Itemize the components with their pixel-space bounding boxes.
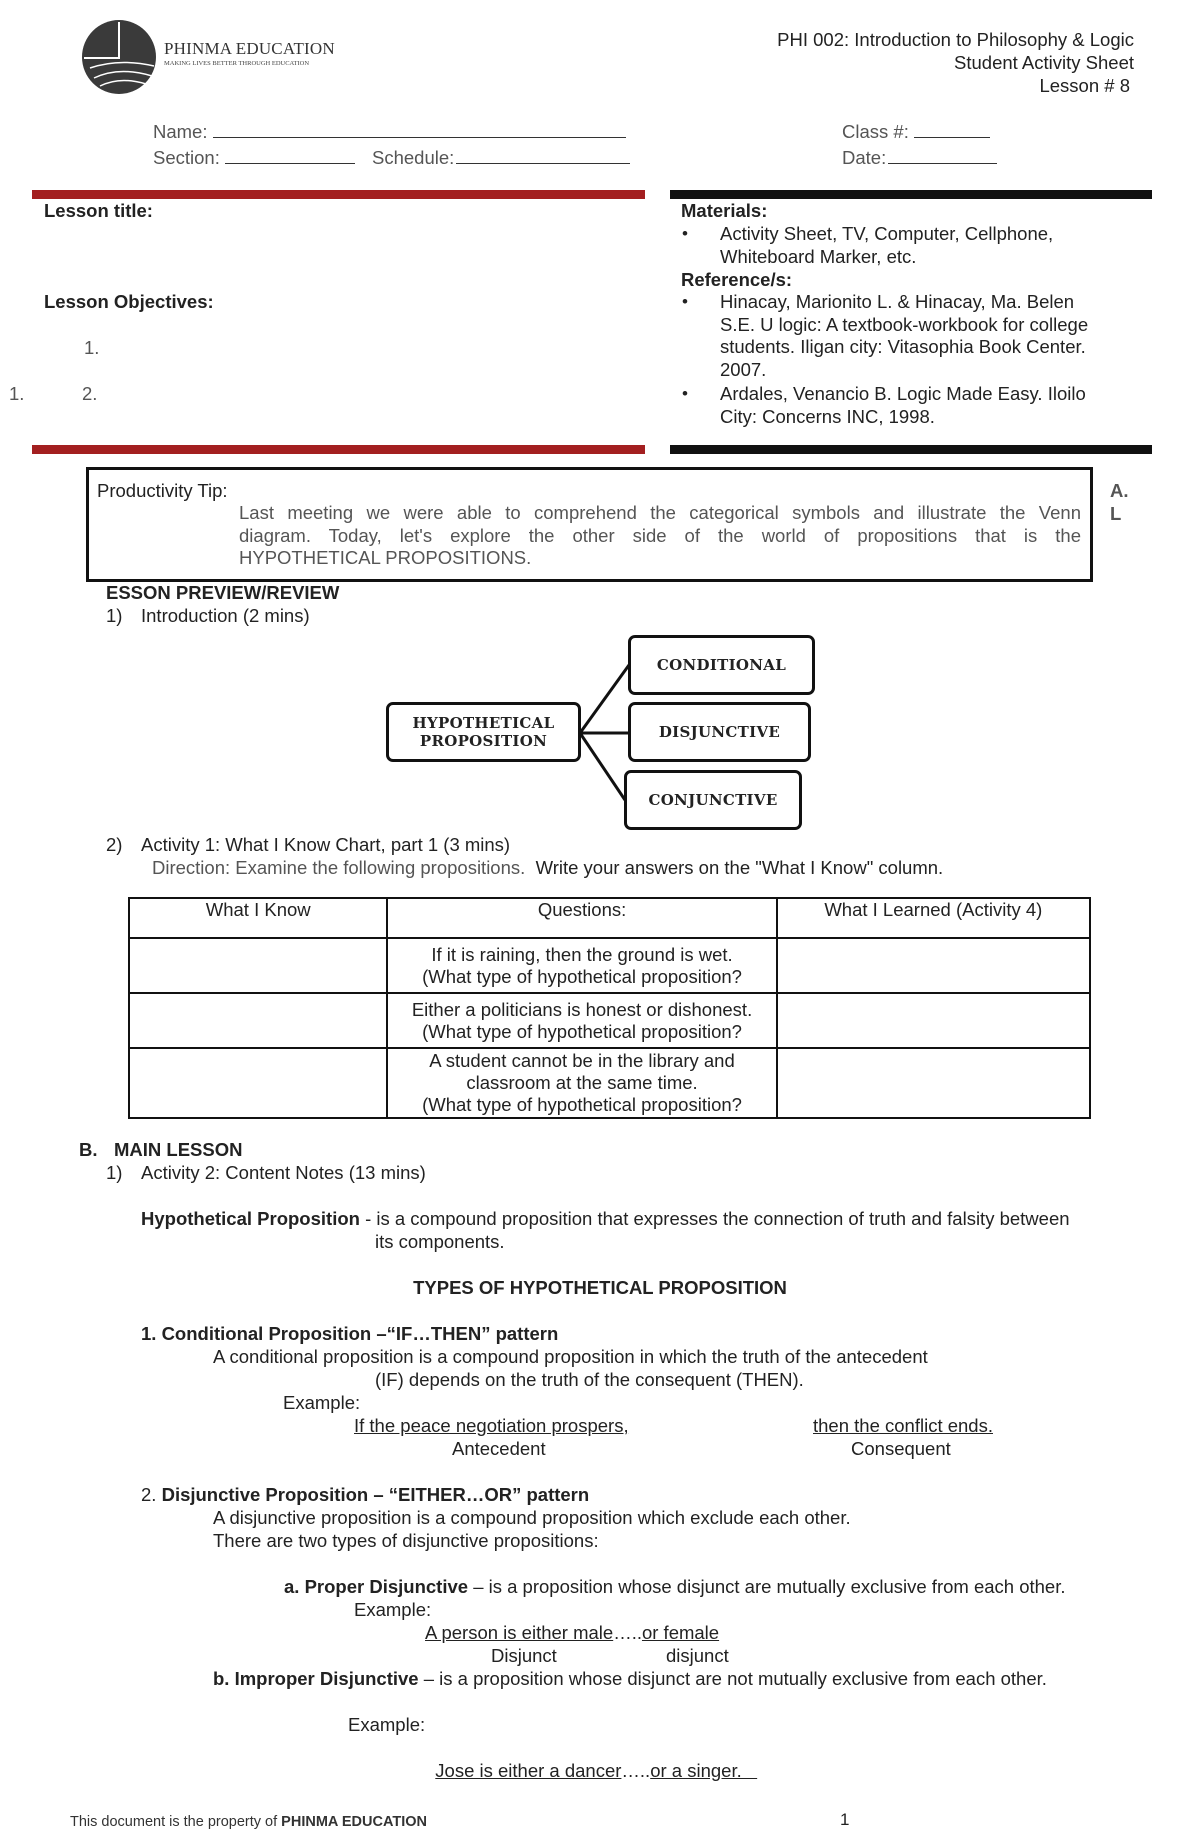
disjunctive-text-1: A disjunctive proposition is a compound proposition which exclude each other.: [213, 1507, 851, 1528]
conditional-example-label: Example:: [283, 1392, 361, 1413]
side-letter-a: A.: [1110, 480, 1129, 501]
diagram-root-node: [386, 702, 581, 762]
page-number: 1: [840, 1810, 850, 1829]
improper-example-part-1: Jose is either a dancer: [435, 1759, 622, 1781]
chart-header-what-i-learned: What I Learned (Activity 4): [777, 898, 1090, 938]
proper-disjunctive-label: a. Proper Disjunctive: [284, 1576, 469, 1597]
section-a-item1-num: 1): [106, 605, 123, 626]
improper-disjunctive-text: – is a proposition whose disjunct are not mutually exclusive from each other.: [423, 1668, 1047, 1689]
logo-text: PHINMA EDUCATION: [164, 39, 335, 58]
section-a-item2-num: 2): [106, 834, 123, 855]
stray-number: 1.: [9, 383, 25, 404]
lesson-title-label: Lesson title:: [44, 200, 153, 221]
divider-black-bottom: [670, 445, 1152, 454]
improper-example-dots: …..: [621, 1759, 651, 1781]
materials-line: • Activity Sheet, TV, Computer, Cellphone,: [720, 223, 1054, 244]
reference-line: students. Iligan city: Vitasophia Book Center.: [720, 336, 1086, 357]
section-label: Section:: [153, 147, 220, 168]
section-field[interactable]: [153, 146, 355, 170]
direction-part-2: Write your answers on the "What I Know" column.: [535, 857, 944, 878]
connector-conjunctive: [580, 733, 625, 800]
proper-disjunctive: [284, 1576, 1066, 1599]
proper-disjunctive-text: – is a proposition whose disjunct are mutually exclusive from each other.: [473, 1576, 1066, 1597]
question-line: If it is raining, then the ground is wet.: [431, 943, 733, 965]
divider-red-top: [32, 190, 645, 199]
section-blank[interactable]: [225, 146, 355, 164]
learned-cell[interactable]: [777, 1048, 1090, 1118]
section-b-item1-num: 1): [106, 1162, 123, 1183]
proper-example-part-1: A person is either male: [425, 1622, 614, 1643]
disjunctive-title: Disjunctive Proposition – “EITHER…OR” pattern: [161, 1484, 590, 1505]
root-line: PROPOSITION: [419, 732, 548, 750]
disjunctive-heading: [141, 1484, 589, 1507]
disjunct-label-2: disjunct: [666, 1645, 729, 1666]
tip-line: Last meeting we were able to comprehend the categorical symbols and illustrate the Venn: [239, 502, 1081, 523]
proper-example-label: Example:: [354, 1599, 432, 1620]
diagram-node-disjunctive: DISJUNCTIVE: [628, 702, 811, 762]
chart-header-what-i-know: What I Know: [129, 898, 387, 938]
question-line: (What type of hypothetical proposition?: [422, 965, 742, 987]
reference-line: S.E. U logic: A textbook-workbook for college: [720, 313, 1089, 335]
reference-item: [720, 291, 1088, 381]
date-field[interactable]: [842, 146, 997, 170]
reference-line: • Ardales, Venancio B. Logic Made Easy. Iloilo: [720, 383, 1086, 404]
conditional-heading: 1. Conditional Proposition –“IF…THEN” pattern: [141, 1323, 559, 1344]
class-field[interactable]: [842, 120, 990, 144]
improper-disjunctive-label: b. Improper Disjunctive: [213, 1668, 419, 1689]
phinma-logo-icon: [80, 18, 158, 96]
table-row: [129, 993, 1090, 1048]
section-b-letter: B.: [79, 1139, 98, 1160]
reference-line: 2007.: [720, 358, 767, 380]
definition: [141, 1208, 1070, 1231]
footer-text: [70, 1811, 427, 1834]
course-title: PHI 002: Introduction to Philosophy & Logic: [777, 29, 1134, 50]
direction-part-1: Direction: Examine the following propositions.: [152, 857, 526, 878]
question-line: A student cannot be in the library and: [429, 1050, 735, 1071]
improper-example: [425, 1737, 757, 1782]
question-line: (What type of hypothetical proposition?: [422, 1094, 742, 1115]
answer-cell[interactable]: [129, 938, 387, 993]
logo: [80, 18, 350, 98]
antecedent-label: Antecedent: [452, 1438, 546, 1459]
class-label: Class #:: [842, 121, 909, 142]
references-label: Reference/s:: [681, 269, 793, 290]
lesson-objectives-label: Lesson Objectives:: [44, 291, 214, 312]
conditional-consequent: then the conflict ends.: [813, 1415, 993, 1436]
footer-brand: PHINMA EDUCATION: [281, 1814, 427, 1830]
divider-black-top: [670, 190, 1152, 199]
name-blank[interactable]: [213, 120, 626, 138]
disjunctive-number: 2.: [141, 1484, 157, 1505]
definition-continued: its components.: [375, 1231, 505, 1252]
materials-item: [720, 223, 1053, 268]
disjunctive-text-2: There are two types of disjunctive propositions:: [213, 1530, 599, 1551]
definition-text: - is a compound proposition that expresses the connection of truth and falsity between: [365, 1208, 1070, 1229]
proper-example: [425, 1622, 719, 1645]
answer-cell[interactable]: [129, 1048, 387, 1118]
schedule-label: Schedule:: [372, 147, 455, 168]
proper-example-part-2: or female: [641, 1622, 720, 1643]
reference-line: City: Concerns INC, 1998.: [720, 405, 935, 427]
section-a-item1: Introduction (2 mins): [141, 605, 310, 626]
divider-red-bottom: [32, 445, 645, 454]
diagram-node-conjunctive: CONJUNCTIVE: [624, 770, 802, 830]
types-heading: TYPES OF HYPOTHETICAL PROPOSITION: [413, 1277, 787, 1298]
section-a-item2: Activity 1: What I Know Chart, part 1 (3 mins): [141, 834, 511, 855]
logo-tagline: MAKING LIVES BETTER THROUGH EDUCATION: [164, 60, 310, 67]
improper-example-part-2: or a singer.: [650, 1759, 758, 1781]
proper-example-dots: …..: [613, 1622, 642, 1643]
reference-line: • Hinacay, Marionito L. & Hinacay, Ma. Belen: [720, 291, 1075, 312]
sheet-title: Student Activity Sheet: [954, 52, 1134, 73]
what-i-know-chart: [128, 897, 1091, 1119]
name-field[interactable]: [153, 120, 626, 144]
footer-ownership: This document is the property of: [70, 1814, 278, 1830]
table-row: [129, 1048, 1090, 1118]
materials-line: Whiteboard Marker, etc.: [720, 245, 917, 267]
chart-header-row: [129, 898, 1090, 938]
table-row: [129, 938, 1090, 993]
side-letter-l: L: [1110, 503, 1122, 524]
materials-label: Materials:: [681, 200, 768, 221]
learned-cell[interactable]: [777, 938, 1090, 993]
improper-disjunctive: [213, 1668, 1047, 1691]
conditional-antecedent: If the peace negotiation prospers,: [354, 1415, 629, 1436]
answer-cell[interactable]: [129, 993, 387, 1048]
lesson-number: Lesson # 8: [1039, 75, 1130, 96]
tip-line: HYPOTHETICAL PROPOSITIONS.: [239, 547, 532, 568]
question-cell: [387, 993, 776, 1048]
section-b-title: MAIN LESSON: [114, 1139, 243, 1160]
name-label: Name:: [153, 121, 208, 142]
objective-1: 1.: [84, 337, 100, 358]
conditional-text-1: A conditional proposition is a compound proposition in which the truth of the antecedent: [213, 1346, 928, 1367]
section-a-title: ESSON PREVIEW/REVIEW: [106, 582, 340, 603]
consequent-label: Consequent: [851, 1438, 951, 1459]
question-cell: [387, 1048, 776, 1118]
chart-header-questions: Questions:: [387, 898, 776, 938]
learned-cell[interactable]: [777, 993, 1090, 1048]
productivity-tip-label: Productivity Tip:: [97, 480, 228, 501]
date-label: Date:: [842, 147, 887, 168]
question-line: classroom at the same time.: [466, 1072, 698, 1093]
disjunct-label-1: Disjunct: [491, 1645, 557, 1666]
definition-term: Hypothetical Proposition: [141, 1208, 360, 1229]
diagram-node-conditional: CONDITIONAL: [628, 635, 815, 695]
reference-item: [720, 383, 1086, 428]
root-line: HYPOTHETICAL: [412, 714, 555, 732]
question-cell: [387, 938, 776, 993]
improper-example-label: Example:: [348, 1714, 426, 1735]
date-blank[interactable]: [888, 146, 997, 164]
schedule-field[interactable]: [372, 146, 630, 170]
section-b-item1: Activity 2: Content Notes (13 mins): [141, 1162, 426, 1183]
class-blank[interactable]: [914, 120, 990, 138]
tip-line: diagram. Today, let's explore the other side of the world of propositions that is the: [239, 524, 1081, 546]
connector-conditional: [580, 665, 629, 733]
direction-text: [152, 857, 943, 880]
objective-2: 2.: [82, 383, 98, 404]
question-line: (What type of hypothetical proposition?: [422, 1020, 742, 1042]
conditional-text-2: (IF) depends on the truth of the consequent (THEN).: [375, 1369, 804, 1390]
productivity-tip-text: [239, 502, 1081, 570]
question-line: Either a politicians is honest or dishonest.: [411, 998, 753, 1020]
schedule-blank[interactable]: [456, 146, 630, 164]
